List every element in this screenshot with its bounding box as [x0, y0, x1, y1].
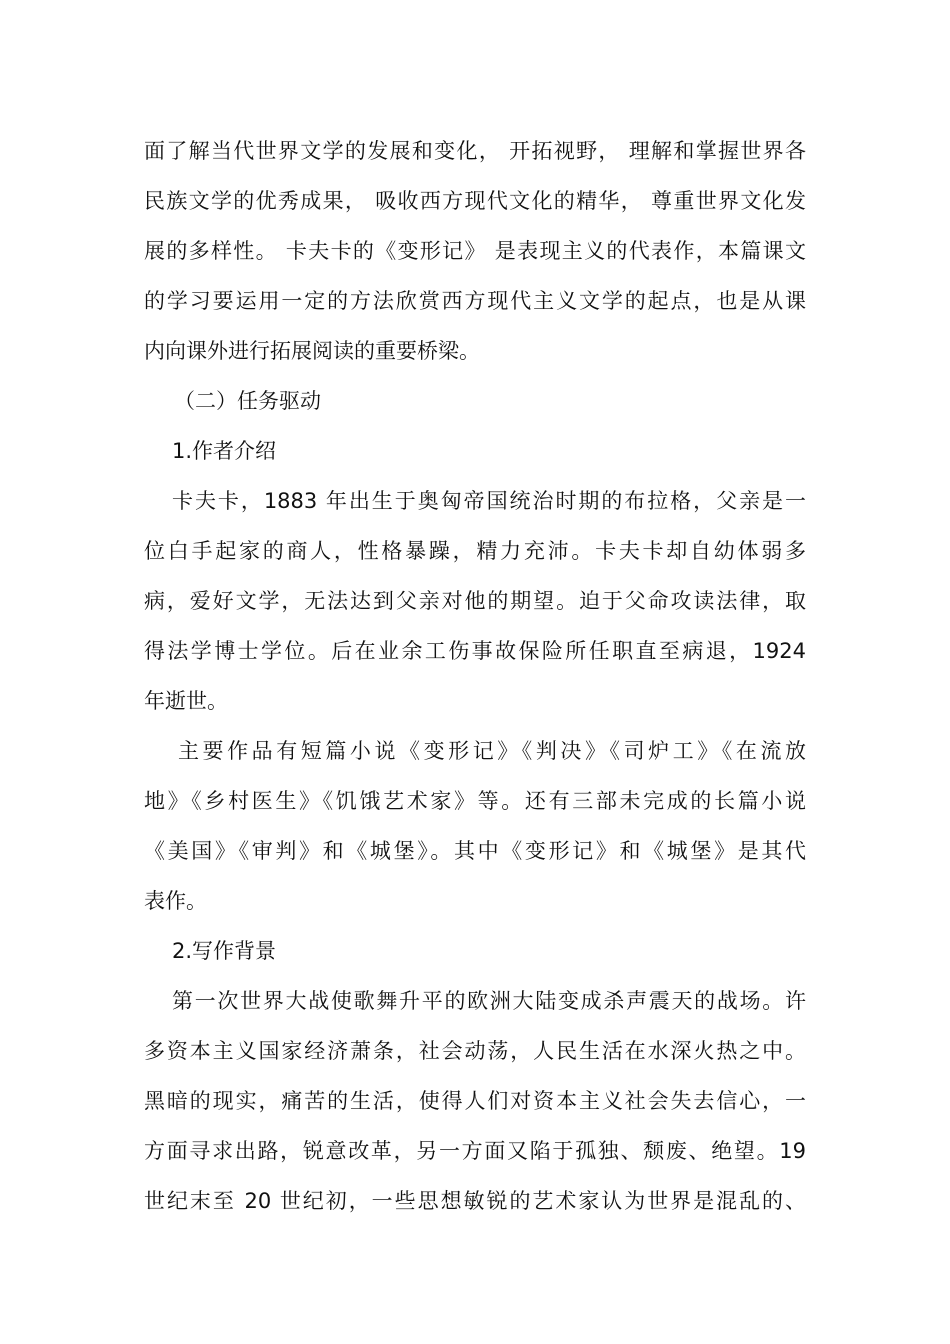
text-line: 多资本主义国家经济萧条，社会动荡，人民生活在水深火热之中。	[144, 1039, 806, 1063]
text-line: 得法学博士学位。后在业余工伤事故保险所任职直至病退，1924	[144, 639, 806, 663]
text-line: 地》《乡村医生》《饥饿艺术家》等。还有三部未完成的长篇小说	[144, 789, 806, 813]
subsection-heading: 2.写作背景	[172, 939, 277, 963]
text-line: 卡夫卡，1883 年出生于奥匈帝国统治时期的布拉格，父亲是一	[172, 489, 806, 513]
subsection-heading: 1.作者介绍	[172, 439, 277, 463]
text-line: 年逝世。	[144, 689, 228, 713]
text-line: 方面寻求出路，锐意改革，另一方面又陷于孤独、颓废、绝望。19	[144, 1139, 806, 1163]
text-line: 第一次世界大战使歌舞升平的欧洲大陆变成杀声震天的战场。许	[172, 989, 806, 1013]
text-line: 病，爱好文学，无法达到父亲对他的期望。迫于父命攻读法律，取	[144, 589, 806, 613]
text-line: 主要作品有短篇小说《变形记》《判决》《司炉工》《在流放	[178, 739, 806, 763]
text-line: 的学习要运用一定的方法欣赏西方现代主义文学的起点，也是从课	[144, 289, 806, 313]
text-line: 表作。	[144, 889, 207, 913]
text-line: 民族文学的优秀成果， 吸收西方现代文化的精华， 尊重世界文化发	[144, 189, 806, 213]
text-line: 黑暗的现实，痛苦的生活，使得人们对资本主义社会失去信心，一	[144, 1089, 806, 1113]
text-line: 内向课外进行拓展阅读的重要桥梁。	[144, 339, 480, 363]
text-line: 面了解当代世界文学的发展和变化， 开拓视野， 理解和掌握世界各	[144, 139, 806, 163]
text-line: 《美国》《审判》和《城堡》。其中《变形记》和《城堡》是其代	[144, 839, 806, 863]
section-heading: （二）任务驱动	[174, 389, 321, 413]
text-line: 展的多样性。 卡夫卡的《变形记》 是表现主义的代表作，本篇课文	[144, 239, 806, 263]
body-text	[144, 126, 806, 1226]
text-line: 位白手起家的商人，性格暴躁，精力充沛。卡夫卡却自幼体弱多	[144, 539, 806, 563]
text-line: 世纪末至 20 世纪初，一些思想敏锐的艺术家认为世界是混乱的、	[144, 1189, 806, 1213]
